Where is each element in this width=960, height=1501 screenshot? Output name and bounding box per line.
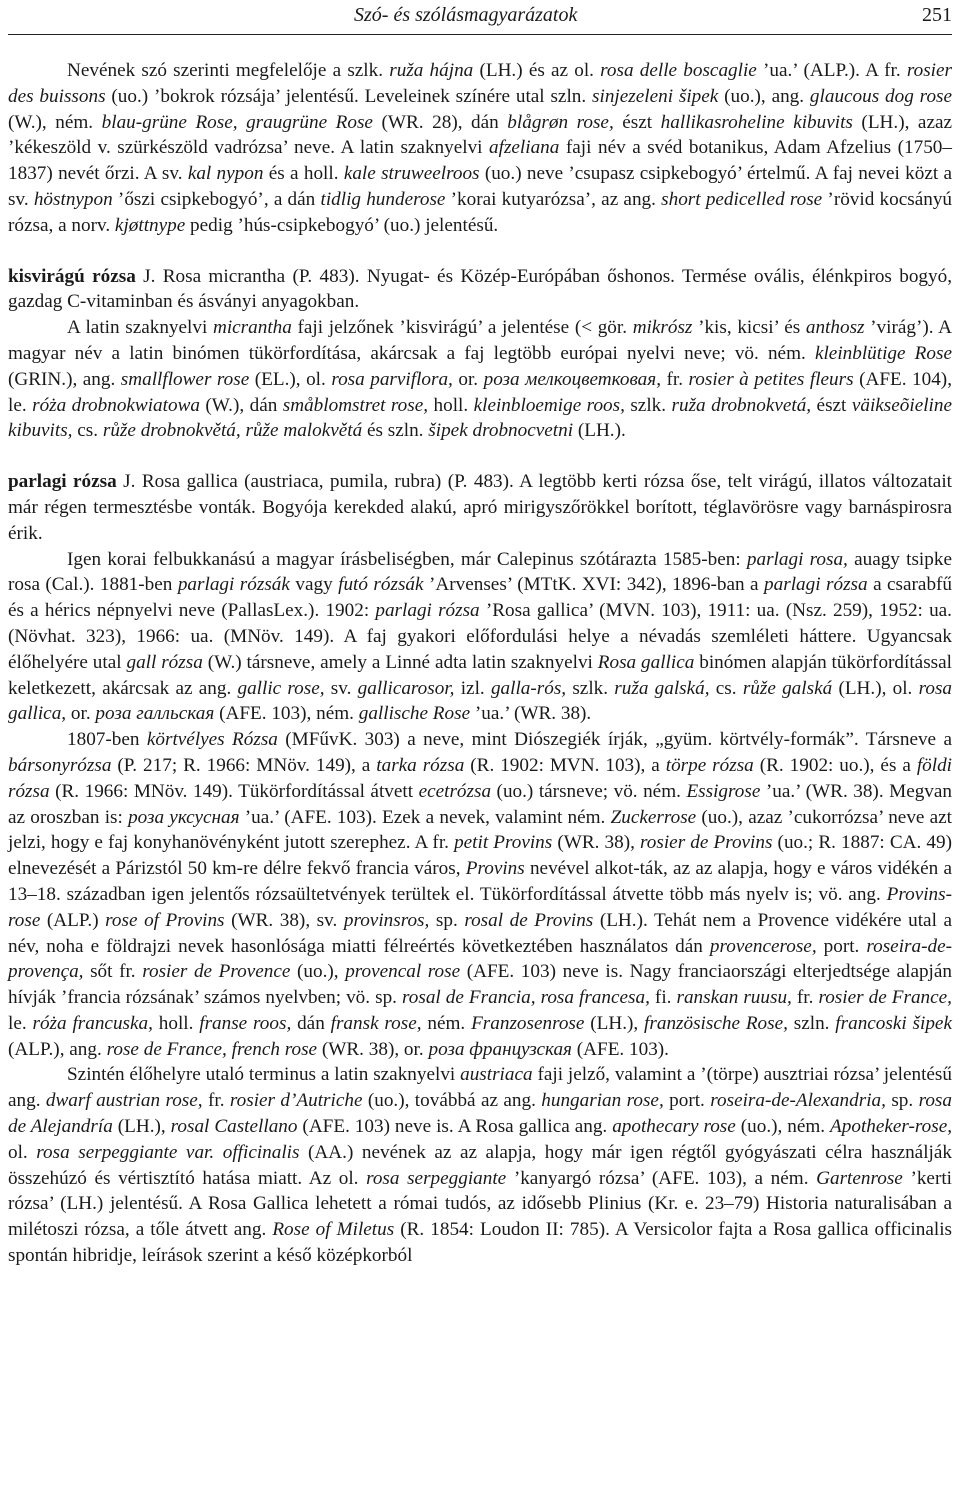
italic-term: parlagi rózsák [177,574,290,596]
text-run: (WR. 28), dán [372,111,508,133]
text-run: (uo.), [290,961,346,983]
italic-term: apothecary rose [612,1116,736,1138]
text-run: (AFE. 103) neve is. Nagy franciaországi elterjedtsége alapján hívják ’francia rózsának’ számos nyelvben; vö. sp. [8,961,952,1009]
italic-term: provencerose, [709,935,817,957]
text-run: ’ua.’ (ALP.). A fr. [756,60,907,81]
text-run: fr. [791,987,819,1009]
italic-term: gallische Rose [358,703,471,725]
italic-term: rosier de France, [818,987,952,1009]
italic-term: austriaca [460,1064,533,1086]
text-run: (LH.) és az ol. [473,60,601,81]
text-run: J. Rosa micrantha (P. 483). Nyugat- és Közép-Európában őshonos. Termése ovális, élénkpiros bogyó, gazdag C-vitaminban és ásványi anyagokban. [8,265,952,313]
paragraph [8,315,952,444]
italic-term: роза галльская [95,703,215,725]
italic-term: kleinblütige Rose [814,342,952,364]
text-run: (ALP.) [40,909,106,931]
text-run: (AFE. 103), ném. [214,703,359,725]
text-run: vagy [289,574,339,596]
entry-headword: parlagi rózsa [8,471,117,493]
text-run: pedig ’hús-csipkebogyó’ (uo.) jelentésű. [185,214,499,236]
italic-term: bársonyrózsa [8,754,112,776]
italic-term: rosal Castellano [170,1116,298,1138]
italic-term: rosier d’Autriche [229,1090,363,1112]
text-run: ’virág’). A magyar név a latin binómen tükörfordítása, akárcsak a faj legtöbb európai nyelvi neve; vö. ném. [8,317,953,364]
text-run: (ALP.), ang. [8,1038,107,1060]
italic-term: földi rózsa [8,754,953,802]
italic-term: rosa serpeggiante var. officinalis [36,1141,300,1163]
text-run: (WR. 38), sv. [224,909,344,931]
text-run: holl. [152,1012,200,1034]
paragraph [8,58,952,239]
text-run: (uo.) neve ’csupasz csipkebogyó’ értelmű. A faj nevei közt a sv. [8,163,953,210]
italic-term: kal nypon [187,163,264,185]
text-run: faji jelző, valamint a ’(törpe) ausztriai rózsa’ jelentésű ang. [8,1064,952,1112]
text-run: J. Rosa gallica (austriaca, pumila, rubra) (P. 483). A legtöbb kerti rózsa őse, telt virágú, illatos változatait már régen termesztésbe vonták. Bogyója kerekded alakú, apró mirigyszőrökkel borított, téglavörösre vagy barnáspirosra érik. [8,471,952,544]
italic-term: Provins-rose [8,883,952,931]
text-run: sp. [885,1090,919,1112]
italic-term: futó rózsák [338,574,424,596]
paragraph [8,727,952,1062]
text-run: (uo.) társneve; vö. ném. [491,780,687,802]
italic-term: franse roos, [199,1012,292,1034]
italic-term: parlagi rosa, [746,548,848,570]
italic-term: dwarf austrian rose, [45,1090,203,1112]
text-run: (uo.; R. 1887: CA. 49) elnevezését a Párizstól 50 km-re délre fekvő francia város, [8,832,952,880]
text-run: ’kerti rózsa’ (LH.) jelentésű. A Rosa Gallica lehetett a római tudós, az idősebb Plinius (Kr. e. 23–79) Historia naturalisában a milétoszi rózsa, a tőle átvett ang. [8,1167,952,1241]
italic-term: rosier de Provins [640,832,773,854]
italic-term: rose de France, french rose [106,1038,318,1060]
text-run: (LH.), [584,1012,645,1034]
italic-term: rosa serpeggiante [366,1167,507,1189]
text-run: ol. [8,1141,37,1163]
italic-term: anthosz [805,317,865,339]
text-run: (uo.) ’bokrok rózsája’ jelentésű. Leveleinek színére utal szln. [105,85,593,107]
text-run: 1807-ben [67,729,147,751]
text-run: (LH.), [112,1116,171,1138]
italic-term: gallicarosor, [357,677,455,699]
italic-term: růže galská [742,677,833,699]
italic-term: rosier des buissons [8,60,952,107]
italic-term: smallflower rose [120,368,250,390]
page-header [8,0,952,32]
text-run: (LH.), ol. [832,677,919,699]
text-run: (LH.), azaz ’kékeszöld v. szürkészöld vadrózsa’ neve. A latin szaknyelvi [8,111,952,159]
text-run: ’őszi csipkebogyó’, a dán [112,188,321,210]
text-run: észt [613,111,661,133]
text-run: (uo.), továbbá az ang. [362,1090,542,1112]
italic-term: gall rózsa [126,651,203,673]
italic-term: šipek drobnocvetni [428,420,574,442]
italic-term: roseira-de-Alexandria, [710,1090,886,1112]
text-run: a csarabfű és a hérics népnyelvi neve (PallasLex.). 1902: [8,574,953,622]
text-run: szlk. [624,394,672,416]
text-run: izl. [454,677,491,699]
text-run: (R. 1854: Loudon II: 785). A Versicolor fajta a Rosa gallica officinalis spontán hibridje, leírások szerint a késő középkorból [8,1219,952,1267]
italic-term: småblomstret rose, [282,394,429,416]
italic-term: tidlig hunderose [320,188,446,210]
italic-term: französische Rose, [644,1012,788,1034]
text-run: cs. [709,677,743,699]
text-run: sőt fr. [83,961,143,983]
text-run: ném. [421,1012,472,1034]
italic-term: rosal de Francia, rosa francesa, [402,987,650,1009]
italic-term: rose of Provins [105,909,225,931]
text-run: cs. [72,420,103,442]
italic-term: rosier de Provence [142,961,291,983]
italic-term: Rose of Miletus [272,1219,395,1241]
text-run: szlk. [566,677,615,699]
italic-term: hungarian rose, [541,1090,664,1112]
italic-term: short pedicelled rose [661,188,823,210]
italic-term: väikseõieline kibuvits, [8,394,952,442]
text-run: ’Rosa gallica’ (MVN. 103), 1911: ua. (Nsz. 259), 1952: ua. (Növhat. 323), 1966: ua. (MNöv. 149). A faj gyakori előfordulási helye a névadás szemléleti háttere. Ugyancsak élőhelyére utal [8,600,952,673]
entry-headword: kisvirágú rózsa [8,265,136,287]
italic-term: galla-rós, [490,677,567,699]
text-run: (uo.), azaz ’cukorrózsa’ neve azt jelzi, hogy e faj konyhanövényként jutott szerephez. A fr. [8,806,953,854]
italic-term: růže drobnokvětá, růže malokvětá [102,420,363,442]
text-run: észt [811,394,852,416]
text-run: (uo.), ném. [735,1116,831,1138]
text-run: és szln. [362,420,429,442]
italic-term: Rosa gallica [597,651,695,673]
text-run: fr. [202,1090,230,1112]
italic-term: parlagi rózsa [375,600,480,622]
text-run: Igen korai felbukkanású a magyar írásbeliségben, már Calepinus szótárazta 1585-ben: [67,548,747,570]
italic-term: glaucous dog rose [809,85,953,107]
text-run: szln. [787,1012,836,1034]
italic-term: Essigrose [686,780,761,802]
text-run: sv. [324,677,358,699]
text-run: (P. 217; R. 1966: MNöv. 149), a [111,754,377,776]
header-rule [8,34,952,35]
text-run: ’kanyargó rózsa’ (AFE. 103), a ném. [506,1167,817,1189]
text-run: ’korai kutyarózsa’, az ang. [445,188,662,210]
text-run: or. [452,368,484,390]
italic-term: tarka rózsa [376,754,465,776]
italic-term: mikrósz [632,317,693,339]
text-run: or. [66,703,96,725]
italic-term: sinjezeleni šipek [592,85,719,107]
italic-term: Gartenrose [816,1167,903,1189]
italic-term: provinsros, [343,909,430,931]
italic-term: törpe rózsa [665,754,754,776]
text-run: (W.), ném. [8,111,102,133]
text-run: (MFűvK. 303) a neve, mint Diószegiék írják, „gyüm. körtvély-formák”. Társneve a [277,729,952,751]
italic-term: роза мелкоцветковая, [483,368,661,390]
text-run: ’ua.’ (AFE. 103). Ezek a nevek, valamint ném. [239,806,611,828]
text-run: sp. [429,909,465,931]
text-run: (W.) társneve, amely a Linné adta latin szaknyelvi [202,651,598,673]
italic-term: fransk rose, [330,1012,422,1034]
paragraph [8,469,952,546]
text-run: (WR. 38), [552,832,641,854]
italic-term: kjøttnype [114,214,186,236]
italic-term: blågrøn rose, [507,111,614,133]
italic-term: ruža galská, [614,677,710,699]
text-run: le. [8,1012,33,1034]
running-title: Szó- és szólásmagyarázatok [354,4,578,26]
italic-term: körtvélyes Rózsa [146,729,278,751]
italic-term: kale struweelroos [343,163,480,185]
italic-term: ecetrózsa [418,780,492,802]
italic-term: ranskan ruusu, [676,987,792,1009]
text-run: (AFE. 103). [571,1038,669,1060]
italic-term: petit Provins [454,832,553,854]
italic-term: rosa de Alejandría [8,1090,952,1138]
text-run: (AFE. 104), le. [8,368,952,416]
italic-term: роза уксусная [128,806,240,828]
italic-term: provencal rose [345,961,461,983]
italic-term: afzeliana [489,137,560,159]
italic-term: rosa delle boscaglie [600,60,757,81]
italic-term: gallic rose, [237,677,325,699]
text-run: auagy tsipke rosa (Cal.). 1881-ben [8,548,952,596]
italic-term: роза французская [428,1038,572,1060]
text-run: holl. [428,394,474,416]
text-run: dán [291,1012,331,1034]
text-run: (LH.). [573,420,626,442]
text-run: Nevének szó szerinti megfelelője a szlk. [67,60,390,81]
italic-term: rosal de Provins [464,909,594,931]
text-run: ’ua.’ (WR. 38). Megvan az oroszban is: [8,780,953,828]
dictionary-entry [8,264,952,445]
text-run: (AA.) nevének az az alapja, hogy már igen régtől gyógyászati célra használják összehúzó és vértisztító hatása miatt. Az ol. [8,1141,952,1189]
text-run: (R. 1902: MVN. 103), a [464,754,666,776]
text-run: (GRIN.), ang. [8,368,121,390]
italic-term: blau-grüne Rose, graugrüne Rose [101,111,373,133]
italic-term: rosa parviflora, [331,368,453,390]
paragraph [8,547,952,728]
text-run: (uo.), ang. [718,85,810,107]
italic-term: rosa gallica, [8,677,953,725]
italic-term: róża francuska, [32,1012,153,1034]
italic-term: hallikasroheline kibuvits [660,111,853,133]
text-run: és a holl. [263,163,344,185]
dictionary-entry [8,58,952,239]
text-run: faji jelzőnek ’kisvirágú’ a jelentése (< gör. [291,317,633,339]
italic-term: kleinbloemige roos, [473,394,625,416]
text-run: (R. 1902: uo.), és a [753,754,917,776]
text-run: Szintén élőhelyre utaló terminus a latin szaknyelvi [67,1064,461,1086]
text-run: (EL.), ol. [249,368,332,390]
italic-term: micrantha [212,317,292,339]
text-run: (WR. 38), or. [317,1038,429,1060]
text-run: binómen alapján tükörfordítással keletkezett, akárcsak az ang. [8,651,952,699]
italic-term: róża drobnokwiatowa [32,394,200,416]
text-run: port. [816,935,867,957]
text-run: (LH.). Tehát nem a Provence vidékére utal a név, noha e földrajzi nevek hasonlósága miatti félreértés következtében használatos dán [8,909,952,957]
text-run: ’rövid kocsányú rózsa, a norv. [8,188,953,236]
text-run: fi. [649,987,677,1009]
italic-term: Franzosenrose [471,1012,585,1034]
text-run: A latin szaknyelvi [67,317,213,339]
text-run: port. [663,1090,711,1112]
italic-term: roseira-de-provença, [8,935,952,983]
text-run: ’ua.’ (WR. 38). [470,703,592,725]
paragraph [8,1062,952,1268]
text-run: ’kis, kicsi’ és [692,317,806,339]
text-run: (W.), dán [199,394,283,416]
dictionary-entry [8,469,952,1269]
text-run: (R. 1966: MNöv. 149). Tükörfordítással átvett [49,780,419,802]
italic-term: höstnypon [33,188,113,210]
text-run: fr. [661,368,689,390]
italic-term: Apotheker-rose, [830,1116,953,1138]
italic-term: rosier à petites fleurs [688,368,854,390]
italic-term: Provins [465,858,525,880]
text-run: faji név a svéd botanikus, Adam Afzelius (1750–1837) nevét őrzi. A sv. [8,137,952,185]
italic-term: ruža hájna [389,60,474,81]
italic-term: Zuckerrose [610,806,697,828]
italic-term: francoski šipek [835,1012,952,1034]
italic-term: parlagi rózsa [764,574,868,596]
text-run: ’Arvenses’ (MTtK. XVI: 342), 1896-ban a [423,574,765,596]
text-run: (AFE. 103) neve is. A Rosa gallica ang. [297,1116,613,1138]
page-number: 251 [922,4,952,26]
italic-term: ruža drobnokvetá, [671,394,812,416]
text-run: nevével alkot-ták, az az alapja, hogy e város vidékén a 13–18. században igen jelentős rózsaültetvények terültek el. Tükörfordítással átvette több más nyelv is; vö. ang. [8,858,952,905]
paragraph [8,264,952,316]
body-text [8,58,952,1269]
